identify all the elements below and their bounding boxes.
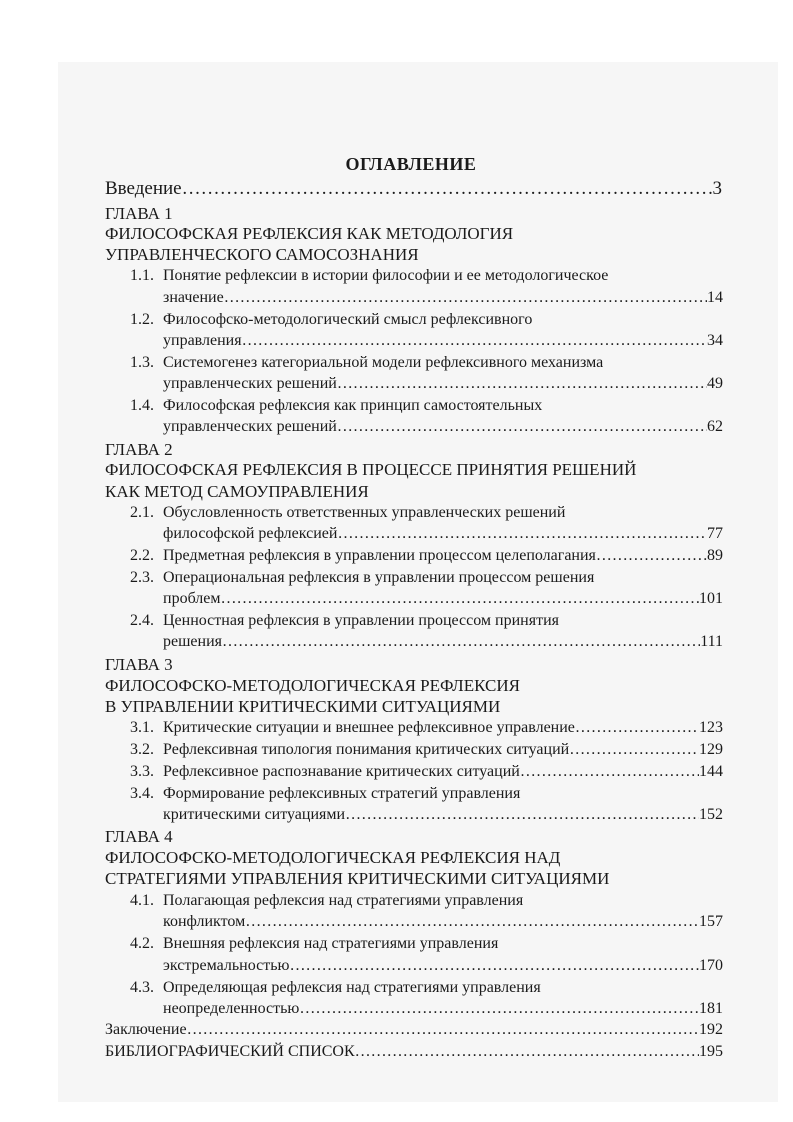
section-title: Полагающая рефлексия над стратегиями управления xyxy=(163,892,524,909)
section-title-line2: проблем xyxy=(163,590,221,607)
section-title-line2: конфликтом xyxy=(163,913,246,930)
section-page: 14 xyxy=(707,289,723,306)
chapter-heading: ГЛАВА 4 xyxy=(105,827,173,846)
page-title: ОГЛАВЛЕНИЕ xyxy=(345,154,477,174)
toc-entry-intro xyxy=(105,178,722,200)
section-number: 4.2. xyxy=(130,935,154,952)
section-title: Философская рефлексия как принцип самостоятельных xyxy=(163,397,543,414)
section-title: Ценностная рефлексия в управлении процессом принятия xyxy=(163,612,559,629)
chapter-title-line: КАК МЕТОД САМОУПРАВЛЕНИЯ xyxy=(105,482,369,501)
section-page: 89 xyxy=(707,547,723,564)
section-title: Понятие рефлексии в истории философии и ее методологическое xyxy=(163,267,609,284)
toc-entry-bibliography xyxy=(105,1043,723,1061)
section-number: 1.3. xyxy=(130,354,154,371)
section-number: 4.1. xyxy=(130,892,154,909)
section-title: Обусловленность ответственных управленческих решений xyxy=(163,504,566,521)
section-number: 2.2. xyxy=(130,547,154,564)
section-title-continued xyxy=(163,633,723,651)
section-title: Рефлексивное распознавание критических ситуаций xyxy=(163,763,520,780)
section-page: 111 xyxy=(700,633,723,650)
section-page: 62 xyxy=(707,418,723,435)
toc-entry-page: 195 xyxy=(699,1043,723,1060)
section-number: 3.1. xyxy=(130,719,154,736)
section-title: Определяющая рефлексия над стратегиями управления xyxy=(163,979,541,996)
dot-leader xyxy=(355,1043,699,1061)
section-title-continued xyxy=(163,289,723,307)
toc-entry-conclusion xyxy=(105,1021,723,1039)
section-number: 4.3. xyxy=(130,979,154,996)
toc-entry-page: 3 xyxy=(712,178,722,199)
chapter-title-line: ФИЛОСОФСКО-МЕТОДОЛОГИЧЕСКАЯ РЕФЛЕКСИЯ xyxy=(105,676,520,695)
section-entry xyxy=(163,741,723,759)
dot-leader xyxy=(299,1000,699,1018)
dot-leader xyxy=(242,332,707,350)
section-page: 170 xyxy=(699,957,723,974)
section-page: 49 xyxy=(707,375,723,392)
dot-leader xyxy=(187,1021,699,1039)
section-number: 2.4. xyxy=(130,612,154,629)
section-title: Системогенез категориальной модели рефлексивного механизма xyxy=(163,354,604,371)
section-number: 2.3. xyxy=(130,569,154,586)
section-title: Формирование рефлексивных стратегий управления xyxy=(163,785,521,802)
section-number: 1.1. xyxy=(130,267,154,284)
section-title-continued xyxy=(163,913,723,931)
section-entry xyxy=(163,719,723,737)
section-title-line2: философской рефлексией xyxy=(163,525,338,542)
toc-entry-label: Заключение xyxy=(105,1021,187,1038)
section-title-line2: управленческих решений xyxy=(163,375,337,392)
dot-leader xyxy=(182,178,713,200)
section-title-continued xyxy=(163,590,723,608)
toc-entry-label: БИБЛИОГРАФИЧЕСКИЙ СПИСОК xyxy=(105,1043,355,1060)
chapter-title-line: УПРАВЛЕНЧЕСКОГО САМОСОЗНАНИЯ xyxy=(105,245,419,264)
section-number: 3.4. xyxy=(130,785,154,802)
section-title-continued xyxy=(163,806,723,824)
section-title-line2: значение xyxy=(163,289,224,306)
chapter-title-line: В УПРАВЛЕНИИ КРИТИЧЕСКИМИ СИТУАЦИЯМИ xyxy=(105,697,501,716)
section-title: Операциональная рефлексия в управлении процессом решения xyxy=(163,569,595,586)
section-entry xyxy=(163,547,723,565)
section-title: Предметная рефлексия в управлении процессом целеполагания xyxy=(163,547,596,564)
dot-leader xyxy=(575,719,699,737)
chapter-heading: ГЛАВА 2 xyxy=(105,440,173,459)
section-title-continued xyxy=(163,332,723,350)
section-page: 152 xyxy=(699,806,723,823)
section-title-continued xyxy=(163,375,723,393)
section-title-line2: неопределенностью xyxy=(163,1000,300,1017)
section-title-line2: экстремальностью xyxy=(163,957,290,974)
dot-leader xyxy=(345,806,699,824)
section-title: Рефлексивная типология понимания критических ситуаций xyxy=(163,741,570,758)
section-title: Критические ситуации и внешнее рефлексивное управление xyxy=(163,719,575,736)
section-page: 129 xyxy=(699,741,723,758)
section-title: Философско-методологический смысл рефлексивного xyxy=(163,311,533,328)
section-title-continued xyxy=(163,418,723,436)
toc-entry-page: 192 xyxy=(699,1021,723,1038)
section-page: 77 xyxy=(707,525,723,542)
dot-leader xyxy=(520,763,699,781)
dot-leader xyxy=(569,741,699,759)
section-number: 1.4. xyxy=(130,397,154,414)
section-number: 3.2. xyxy=(130,741,154,758)
section-title-continued xyxy=(163,1000,723,1018)
section-title-line2: критическими ситуациями xyxy=(163,806,346,823)
dot-leader xyxy=(221,590,699,608)
section-title-continued xyxy=(163,525,723,543)
section-title-line2: управления xyxy=(163,332,242,349)
section-page: 181 xyxy=(699,1000,723,1017)
chapter-title-line: ФИЛОСОФСКО-МЕТОДОЛОГИЧЕСКАЯ РЕФЛЕКСИЯ НАД xyxy=(105,848,561,867)
section-entry xyxy=(163,763,723,781)
section-page: 157 xyxy=(699,913,723,930)
chapter-title-line: ФИЛОСОФСКАЯ РЕФЛЕКСИЯ В ПРОЦЕССЕ ПРИНЯТИЯ РЕШЕНИЙ xyxy=(105,460,637,479)
chapter-title-line: СТРАТЕГИЯМИ УПРАВЛЕНИЯ КРИТИЧЕСКИМИ СИТУАЦИЯМИ xyxy=(105,869,610,888)
section-number: 2.1. xyxy=(130,504,154,521)
dot-leader xyxy=(289,957,699,975)
section-title-line2: управленческих решений xyxy=(163,418,337,435)
section-title: Внешняя рефлексия над стратегиями управления xyxy=(163,935,499,952)
section-page: 34 xyxy=(707,332,723,349)
chapter-heading: ГЛАВА 3 xyxy=(105,655,173,674)
dot-leader xyxy=(245,913,699,931)
section-number: 1.2. xyxy=(130,311,154,328)
chapter-heading: ГЛАВА 1 xyxy=(105,204,173,223)
section-page: 123 xyxy=(699,719,723,736)
section-title-continued xyxy=(163,957,723,975)
dot-leader xyxy=(337,418,707,436)
section-page: 101 xyxy=(699,590,723,607)
section-number: 3.3. xyxy=(130,763,154,780)
dot-leader xyxy=(596,547,707,565)
dot-leader xyxy=(337,525,707,543)
dot-leader xyxy=(224,289,707,307)
dot-leader xyxy=(222,633,700,651)
toc-entry-label: Введение xyxy=(105,178,182,199)
chapter-title-line: ФИЛОСОФСКАЯ РЕФЛЕКСИЯ КАК МЕТОДОЛОГИЯ xyxy=(105,224,514,243)
section-title-line2: решения xyxy=(163,633,223,650)
section-page: 144 xyxy=(699,763,723,780)
dot-leader xyxy=(337,375,707,393)
